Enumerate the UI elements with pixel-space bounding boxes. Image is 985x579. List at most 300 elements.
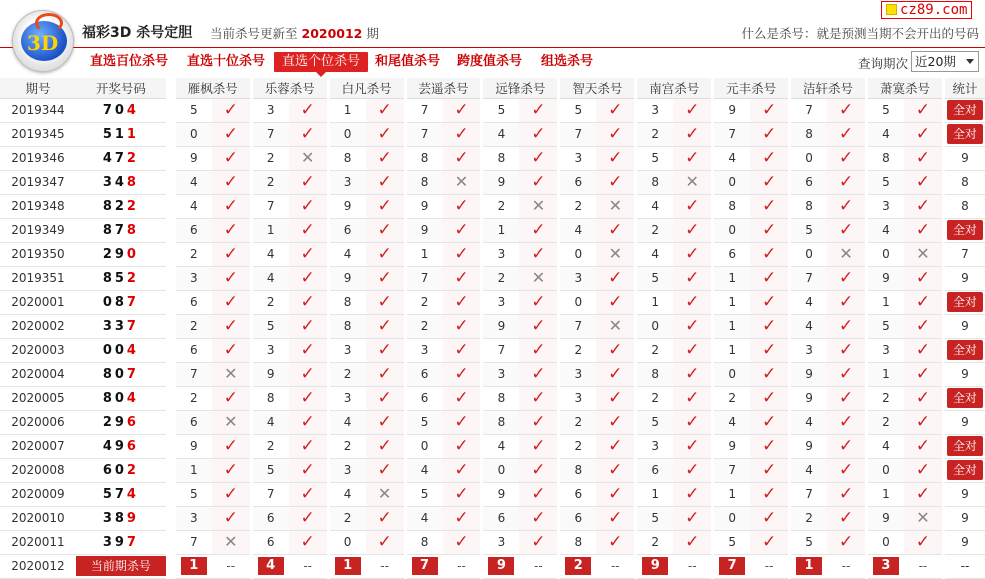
prize-cell [76,146,166,170]
current-kill-badge: 4 [258,557,284,575]
check-icon: ✓ [377,268,392,288]
kill-value: 2 [330,506,366,530]
current-kill-dash: -- [519,554,557,578]
current-kill-badge: 1 [335,557,361,575]
kill-value: 6 [253,530,289,554]
check-icon: ✓ [223,196,238,216]
check-icon: ✓ [685,316,700,336]
check-icon: ✓ [608,388,623,408]
check-icon: ✓ [531,244,546,264]
kill-result [443,194,481,218]
kill-value: 2 [560,194,596,218]
stat-cell: -- [945,554,985,578]
col-gap [166,410,176,434]
current-kill-dash: -- [827,554,865,578]
current-kill-dash: -- [750,554,788,578]
col-gap [166,218,176,242]
check-icon: ✓ [838,268,854,288]
kill-result [519,386,557,410]
kill-result [366,98,404,122]
kill-value: 1 [253,218,289,242]
kill-value: 1 [176,458,212,482]
kill-result [673,362,711,386]
check-icon: ✓ [761,196,777,216]
check-icon: ✓ [377,460,392,480]
prize-cell [76,290,166,314]
check-icon: ✓ [454,316,469,336]
kill-value: 8 [253,386,289,410]
kill-result [827,194,865,218]
check-icon: ✓ [685,292,700,312]
check-icon: ✓ [300,508,315,528]
kill-value: 8 [407,530,443,554]
kill-result [673,338,711,362]
kill-result [366,194,404,218]
prize-digit: 4 [102,150,115,166]
check-icon: ✓ [838,172,854,192]
check-icon: ✓ [685,508,700,528]
check-icon: ✓ [531,436,546,456]
check-icon: ✓ [685,268,700,288]
all-correct-badge: 全对 [947,388,983,408]
kill-value: 5 [637,266,673,290]
current-kill-value [483,554,519,578]
current-kill-dash: -- [443,554,481,578]
cross-icon: ✕ [608,196,622,215]
prize-digit: 9 [114,438,127,454]
kill-result [673,434,711,458]
table-row [0,146,985,170]
table-row [0,170,985,194]
issue-cell: 2020001 [0,290,76,314]
check-icon: ✓ [300,364,315,384]
col-gap [166,242,176,266]
prize-digit: 2 [126,198,139,214]
check-icon: ✓ [608,532,623,552]
check-icon: ✓ [761,364,777,384]
col-prize-header: 开奖号码 [76,78,166,98]
chevron-down-icon [966,59,974,64]
tab-5[interactable]: 跨度值杀号 [457,54,523,69]
kill-value: 2 [407,290,443,314]
kill-result [366,458,404,482]
kill-result [366,218,404,242]
prize-digit: 4 [114,174,127,190]
prize-cell [76,170,166,194]
table-row [0,530,985,554]
prize-cell [76,506,166,530]
kill-result [289,290,327,314]
kill-value: 4 [330,242,366,266]
cross-icon: ✕ [224,412,238,431]
kill-value: 7 [560,122,596,146]
kill-value: 4 [868,434,904,458]
check-icon: ✓ [608,340,623,360]
table-header-row [0,78,985,98]
kill-result [289,458,327,482]
kill-result [366,482,404,506]
kill-result [443,434,481,458]
kill-value: 5 [868,98,904,122]
table-row [0,314,985,338]
check-icon: ✓ [223,292,238,312]
stat-cell [945,194,985,218]
kill-result [750,458,788,482]
kill-value: 5 [637,506,673,530]
prize-digit: 0 [114,366,127,382]
prize-digit: 9 [126,510,139,526]
kill-value: 5 [253,458,289,482]
stat-cell [945,458,985,482]
kill-value: 7 [714,458,750,482]
kill-result [827,338,865,362]
site-brand-link[interactable] [881,1,972,19]
check-icon: ✓ [761,508,777,528]
col-issue-header: 期号 [0,78,76,98]
kill-value: 6 [560,482,596,506]
tab-3[interactable]: 直选个位杀号 [274,52,368,72]
check-icon: ✓ [915,340,931,360]
kill-value: 2 [176,242,212,266]
kill-result [673,386,711,410]
prize-digit: 8 [114,294,127,310]
col-gap [166,434,176,458]
kill-result [904,266,942,290]
col-gap [166,266,176,290]
issue-cell: 2020007 [0,434,76,458]
kill-value: 7 [407,266,443,290]
kill-result [673,98,711,122]
kill-result [212,170,250,194]
kill-value: 2 [176,314,212,338]
check-icon: ✓ [454,484,469,504]
check-icon: ✓ [608,484,623,504]
issue-cell: 2019350 [0,242,76,266]
kill-value: 2 [560,410,596,434]
check-icon: ✓ [838,388,854,408]
kill-value: 0 [868,242,904,266]
kill-value: 0 [868,530,904,554]
kill-value: 2 [868,386,904,410]
kill-result [212,386,250,410]
kill-result [673,314,711,338]
prize-digit: 5 [102,486,115,502]
stat-count: 9 [961,271,969,285]
kill-result [827,314,865,338]
check-icon: ✓ [685,340,700,360]
kill-value: 1 [714,482,750,506]
kill-result [443,530,481,554]
kill-result [904,506,942,530]
kill-value: 1 [714,266,750,290]
kill-value: 1 [714,314,750,338]
kill-result [904,218,942,242]
prize-digit: 2 [126,270,139,286]
check-icon: ✓ [300,436,315,456]
kill-result [212,506,250,530]
kill-value: 3 [637,98,673,122]
check-icon: ✓ [685,412,700,432]
check-icon: ✓ [223,148,238,168]
check-icon: ✓ [608,100,623,120]
kill-value: 1 [483,218,519,242]
prize-digit: 4 [102,438,115,454]
prize-cell [76,218,166,242]
update-issue: 2020012 [301,26,363,41]
kill-value: 3 [560,386,596,410]
kill-value: 3 [868,338,904,362]
stat-cell [945,434,985,458]
kill-result [289,266,327,290]
stat-cell [945,266,985,290]
issue-cell: 2020010 [0,506,76,530]
prize-cell [76,530,166,554]
prize-digit: 7 [114,222,127,238]
prize-digit: 4 [126,102,139,118]
kill-result [596,482,634,506]
kill-result [827,386,865,410]
check-icon: ✓ [685,364,700,384]
issue-cell: 2020011 [0,530,76,554]
kill-result [673,482,711,506]
check-icon: ✓ [454,100,469,120]
kill-value: 9 [791,362,827,386]
kill-value: 7 [176,362,212,386]
tab-2[interactable]: 直选十位杀号 [187,54,266,69]
prize-digit: 4 [126,342,139,358]
kill-value: 5 [791,530,827,554]
stat-cell [945,98,985,122]
kill-value: 1 [714,290,750,314]
kill-result [289,530,327,554]
kill-result [596,146,634,170]
check-icon: ✓ [223,124,238,144]
kill-value: 6 [176,338,212,362]
kill-value: 3 [176,506,212,530]
current-kill-badge: 1 [181,557,207,575]
table-row [0,338,985,362]
stat-cell [945,314,985,338]
tab-1[interactable]: 直选百位杀号 [90,54,169,69]
cross-icon: ✕ [916,244,930,263]
current-kill-dash: -- [673,554,711,578]
kill-value: 3 [253,98,289,122]
kill-result [673,506,711,530]
check-icon: ✓ [377,388,392,408]
kill-result [519,170,557,194]
current-kill-value [714,554,750,578]
kill-value: 9 [483,314,519,338]
kill-value: 7 [253,194,289,218]
all-correct-badge: 全对 [947,292,983,312]
col-gap [166,290,176,314]
kill-result [443,506,481,530]
issue-cell: 2020003 [0,338,76,362]
kill-value: 4 [791,314,827,338]
prize-digit: 8 [102,222,115,238]
prize-digit: 8 [126,222,139,238]
kill-value: 4 [407,506,443,530]
current-kill-badge: 3 [873,557,899,575]
col-gap [166,458,176,482]
check-icon: ✓ [838,532,854,552]
issue-cell: 2020009 [0,482,76,506]
kill-value: 4 [560,218,596,242]
kill-result [904,98,942,122]
prize-digit: 0 [102,342,115,358]
stat-count: 8 [961,175,969,189]
kill-value: 9 [791,434,827,458]
current-kill-badge: 9 [488,557,514,575]
kill-value: 2 [868,410,904,434]
kill-result [366,170,404,194]
kill-result [596,266,634,290]
kill-value: 9 [714,98,750,122]
kill-value: 1 [868,290,904,314]
kill-value: 4 [253,242,289,266]
kill-value: 7 [253,122,289,146]
table-row [0,434,985,458]
check-icon: ✓ [838,196,854,216]
check-icon: ✓ [761,148,777,168]
kill-value: 0 [330,530,366,554]
kill-result [443,314,481,338]
kill-result [673,218,711,242]
kill-result [596,506,634,530]
kill-value: 4 [714,410,750,434]
check-icon: ✓ [223,484,238,504]
table-row [0,458,985,482]
check-icon: ✓ [608,508,623,528]
current-kill-badge: 1 [796,557,822,575]
kill-value: 6 [407,362,443,386]
prize-digit: 0 [114,102,127,118]
prize-digit: 2 [102,414,115,430]
kill-value: 6 [560,170,596,194]
check-icon: ✓ [531,388,546,408]
col-gap [166,338,176,362]
kill-result [519,338,557,362]
kill-result [443,458,481,482]
kill-value: 6 [560,506,596,530]
kill-result [827,290,865,314]
prize-digit: 4 [126,390,139,406]
kill-result [596,338,634,362]
col-gap [166,194,176,218]
kill-result [596,218,634,242]
check-icon: ✓ [300,196,315,216]
prize-cell [76,386,166,410]
check-icon: ✓ [608,436,623,456]
kill-value: 9 [176,146,212,170]
kill-result [904,530,942,554]
current-kill-badge: 2 [565,557,591,575]
check-icon: ✓ [685,436,700,456]
check-icon: ✓ [223,460,238,480]
kill-value: 7 [791,266,827,290]
table-row [0,98,985,122]
table-row [0,266,985,290]
kill-result [596,98,634,122]
kill-result [212,314,250,338]
tab-4[interactable]: 和尾值杀号 [375,54,441,69]
prize-digit: 5 [102,126,115,142]
check-icon: ✓ [454,148,469,168]
check-icon: ✓ [454,196,469,216]
prize-cell [76,314,166,338]
issue-cell: 2019347 [0,170,76,194]
kill-value: 8 [560,530,596,554]
kill-value: 1 [714,338,750,362]
kill-value: 8 [637,362,673,386]
check-icon: ✓ [915,412,931,432]
kill-value: 2 [483,266,519,290]
stat-count: 9 [961,319,969,333]
check-icon: ✓ [377,292,392,312]
table-row [0,506,985,530]
check-icon: ✓ [685,220,700,240]
check-icon: ✓ [608,364,623,384]
kill-result [519,530,557,554]
check-icon: ✓ [377,508,392,528]
period-select[interactable] [911,51,979,72]
tab-6[interactable]: 组选杀号 [541,54,594,69]
check-icon: ✓ [223,508,238,528]
check-icon: ✓ [223,244,238,264]
kill-result [443,122,481,146]
check-icon: ✓ [761,532,777,552]
kill-value: 0 [176,122,212,146]
kill-result [443,98,481,122]
kill-result [212,458,250,482]
current-kill-dash: -- [212,554,250,578]
check-icon: ✓ [377,148,392,168]
stat-cell [945,362,985,386]
kill-result [750,506,788,530]
check-icon: ✓ [838,460,854,480]
kill-value: 3 [330,386,366,410]
check-icon: ✓ [915,316,931,336]
check-icon: ✓ [761,220,777,240]
kill-result [366,290,404,314]
check-icon: ✓ [608,124,623,144]
prize-cell [76,194,166,218]
kill-result [212,194,250,218]
check-icon: ✓ [531,340,546,360]
kill-number-table [0,78,985,579]
kill-result [443,362,481,386]
prize-digit: 6 [102,462,115,478]
kill-value: 2 [483,194,519,218]
check-icon: ✓ [761,292,777,312]
kill-value: 5 [791,218,827,242]
check-icon: ✓ [915,124,931,144]
check-icon: ✓ [915,484,931,504]
kill-value: 2 [253,170,289,194]
kill-value: 0 [407,434,443,458]
kill-value: 5 [637,410,673,434]
table-row [0,386,985,410]
kill-value: 7 [560,314,596,338]
kill-result [827,410,865,434]
check-icon: ✓ [531,316,546,336]
check-icon: ✓ [300,292,315,312]
check-icon: ✓ [223,172,238,192]
cross-icon: ✕ [224,532,238,551]
kill-result [289,242,327,266]
col-gap [166,78,176,98]
stat-cell [945,482,985,506]
